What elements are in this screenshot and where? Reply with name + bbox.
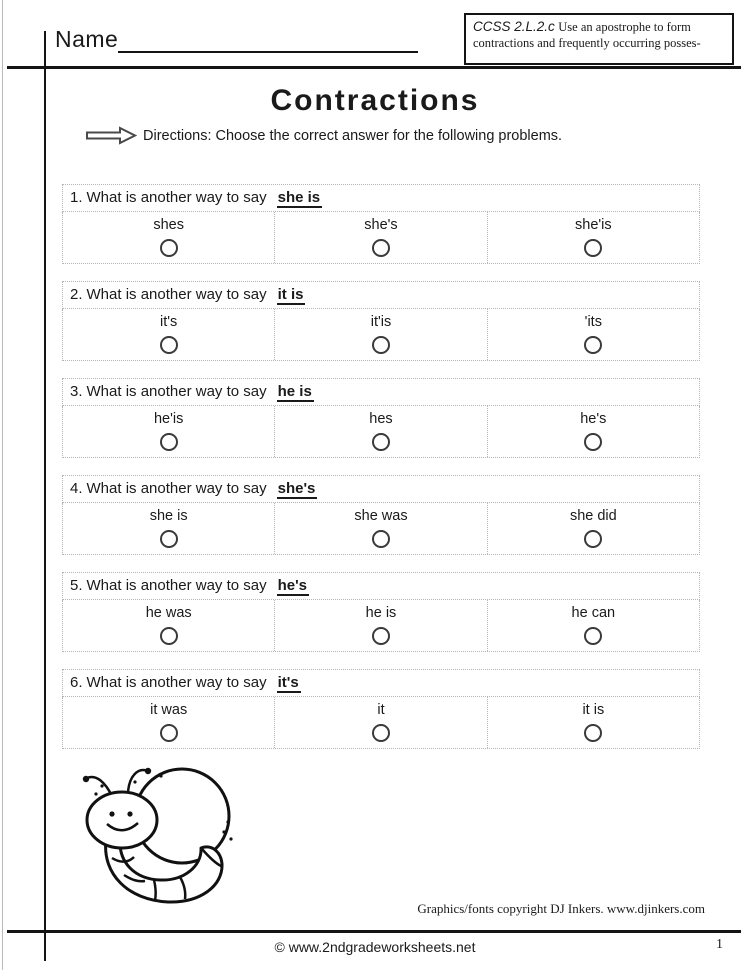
option-cell xyxy=(274,697,486,748)
option-cell xyxy=(274,600,486,651)
question-number: 1. xyxy=(70,189,83,206)
header-rule xyxy=(7,66,741,69)
option-label: she'is xyxy=(575,217,612,233)
question-block-5 xyxy=(62,572,700,652)
answer-bubble[interactable] xyxy=(584,627,602,645)
option-label: it'is xyxy=(370,314,392,330)
answer-bubble[interactable] xyxy=(372,724,390,742)
option-label: she's xyxy=(364,217,398,233)
question-stem: What is another way to say xyxy=(86,674,267,691)
graphics-credit: Graphics/fonts copyright DJ Inkers. www.djinkers.com xyxy=(417,901,705,916)
option-cell xyxy=(274,212,486,263)
option-cell xyxy=(63,406,274,457)
answer-bubble[interactable] xyxy=(160,627,178,645)
option-cell xyxy=(487,406,699,457)
option-cell xyxy=(63,309,274,360)
question-number: 6. xyxy=(70,674,83,691)
question-stem: What is another way to say xyxy=(86,189,267,206)
arrow-right-icon xyxy=(85,126,137,145)
question-prompt: she's xyxy=(277,480,316,497)
answer-bubble[interactable] xyxy=(584,724,602,742)
answer-bubble[interactable] xyxy=(372,530,390,548)
option-cell xyxy=(487,697,699,748)
answer-bubble[interactable] xyxy=(160,239,178,257)
answer-bubble[interactable] xyxy=(160,336,178,354)
directions-text: Directions: Choose the correct answer for the following problems. xyxy=(143,127,563,144)
option-cell xyxy=(487,309,699,360)
question-stem: What is another way to say xyxy=(86,383,267,400)
option-label: he's xyxy=(580,411,607,427)
option-cell xyxy=(487,600,699,651)
answer-bubble[interactable] xyxy=(372,433,390,451)
option-label: he is xyxy=(365,605,397,621)
option-cell xyxy=(487,212,699,263)
answer-bubble[interactable] xyxy=(160,724,178,742)
question-stem: What is another way to say xyxy=(86,286,267,303)
footer-rule xyxy=(7,930,741,933)
option-cell xyxy=(63,503,274,554)
question-block-3 xyxy=(62,378,700,458)
answer-bubble[interactable] xyxy=(372,336,390,354)
option-cell xyxy=(274,309,486,360)
page-title: Contractions xyxy=(270,84,480,117)
answer-bubble[interactable] xyxy=(372,627,390,645)
option-cell xyxy=(274,406,486,457)
directions-row xyxy=(85,126,562,145)
option-label: she did xyxy=(569,508,617,524)
option-label: she was xyxy=(354,508,408,524)
option-cell xyxy=(274,503,486,554)
question-prompt: it is xyxy=(277,286,304,303)
caterpillar-illustration xyxy=(72,760,237,908)
margin-line xyxy=(44,31,46,961)
option-cell xyxy=(63,600,274,651)
question-prompt: he is xyxy=(277,383,312,400)
option-cell xyxy=(63,697,274,748)
answer-bubble[interactable] xyxy=(584,239,602,257)
question-stem: What is another way to say xyxy=(86,577,267,594)
question-number: 4. xyxy=(70,480,83,497)
ccss-standard-box xyxy=(464,13,734,65)
question-prompt: it's xyxy=(277,674,299,691)
question-number: 3. xyxy=(70,383,83,400)
option-label: shes xyxy=(153,217,184,233)
option-label: he can xyxy=(571,605,616,621)
question-prompt: he's xyxy=(277,577,308,594)
question-number: 5. xyxy=(70,577,83,594)
question-block-4 xyxy=(62,475,700,555)
question-list xyxy=(62,184,700,766)
question-block-6 xyxy=(62,669,700,749)
name-label: Name xyxy=(55,26,119,52)
question-block-2 xyxy=(62,281,700,361)
option-label: it is xyxy=(582,702,605,718)
name-row xyxy=(55,26,418,53)
answer-bubble[interactable] xyxy=(372,239,390,257)
question-prompt: she is xyxy=(277,189,321,206)
option-cell xyxy=(63,212,274,263)
answer-bubble[interactable] xyxy=(584,530,602,548)
answer-bubble[interactable] xyxy=(160,530,178,548)
option-label: he'is xyxy=(153,411,184,427)
option-label: it xyxy=(377,702,385,718)
question-block-1 xyxy=(62,184,700,264)
option-label: he was xyxy=(145,605,192,621)
answer-bubble[interactable] xyxy=(160,433,178,451)
option-cell xyxy=(487,503,699,554)
name-blank-line[interactable] xyxy=(118,29,418,53)
page-edge-line xyxy=(2,0,3,970)
answer-bubble[interactable] xyxy=(584,336,602,354)
option-label: it was xyxy=(150,702,188,718)
option-label: it's xyxy=(160,314,178,330)
page-number: 1 xyxy=(716,937,723,952)
question-stem: What is another way to say xyxy=(86,480,267,497)
option-label: 'its xyxy=(584,314,602,330)
answer-bubble[interactable] xyxy=(584,433,602,451)
ccss-description: Use an apostrophe to form contractions and frequently occurring posses- xyxy=(473,20,701,50)
option-label: she is xyxy=(149,508,188,524)
ccss-code: CCSS 2.L.2.c xyxy=(473,19,555,34)
question-number: 2. xyxy=(70,286,83,303)
site-footer: © www.2ndgradeworksheets.net xyxy=(274,939,476,955)
option-label: hes xyxy=(369,411,393,427)
